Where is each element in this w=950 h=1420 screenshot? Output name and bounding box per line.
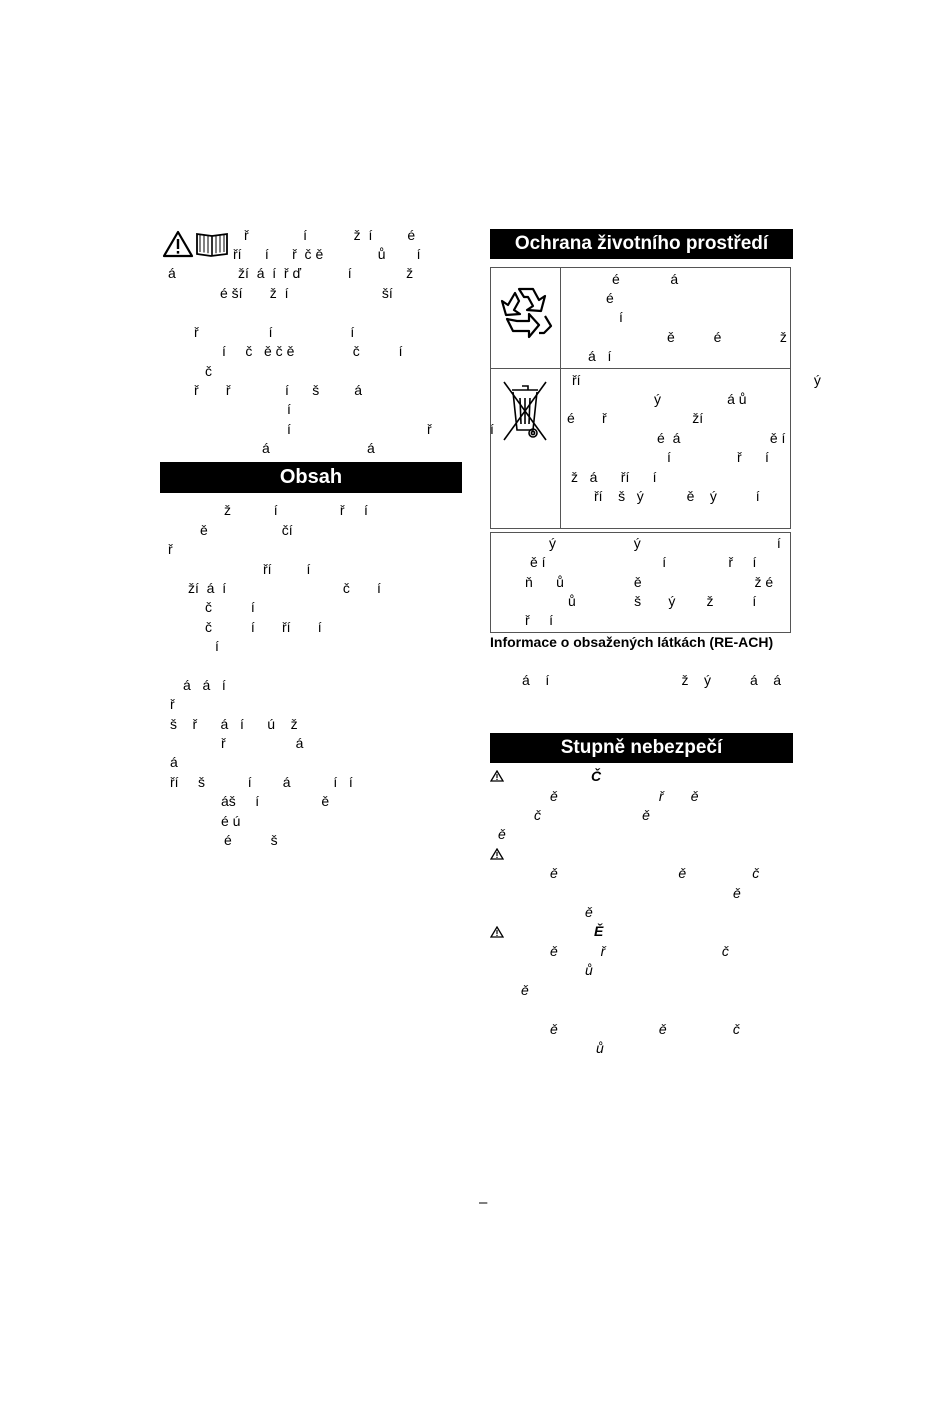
read-manual-book-icon (195, 230, 229, 258)
danger-line: Ě (594, 923, 604, 939)
toc-line: á á í (183, 677, 226, 693)
toc-line: ř (170, 696, 175, 712)
toc-line: áš í ě (221, 793, 330, 809)
danger-line: ě ř ě (550, 788, 699, 804)
intro-line: ř í í (194, 324, 355, 340)
environment-heading: Ochrana životního prostředí (490, 229, 793, 259)
danger-line: ě (498, 826, 506, 842)
box2-line: ří ý (572, 372, 821, 388)
box2-line: ž á ří í (571, 469, 657, 485)
danger-line: Č (591, 768, 602, 784)
small-warning-triangle-icon (490, 926, 504, 938)
box3-line: ň ů ě ž é (525, 574, 774, 590)
toc-line: š ř á í ú ž (170, 716, 298, 732)
reach-line: á í ž ý á á (522, 672, 782, 688)
toc-line: é š (224, 832, 278, 848)
danger-levels-heading: Stupně nebezpečí (490, 733, 793, 763)
toc-line: ř á (221, 735, 304, 751)
reach-heading: Informace o obsažených látkách (RE-ACH) (490, 634, 774, 650)
crossed-out-wheelie-bin-icon (500, 378, 550, 442)
small-warning-triangle-icon (490, 770, 504, 782)
intro-line: í ř í (287, 421, 494, 437)
box2-line: é ř ží (567, 410, 704, 426)
toc-line: ří í (263, 561, 311, 577)
toc-line: ě čí (200, 522, 293, 538)
toc-line: ř (168, 541, 173, 557)
box2-line: í ř í (667, 449, 769, 465)
box1-line: á í (588, 348, 612, 364)
box1-line: é (606, 290, 614, 306)
danger-line: č ě (534, 807, 650, 823)
toc-line: é ú (221, 813, 241, 829)
box3-line: ř í (525, 612, 553, 628)
box3-line: ů š ý ž í (568, 593, 757, 609)
danger-line: ě (733, 885, 741, 901)
box2-line: ří š ý ě ý í (594, 488, 760, 504)
danger-line: ě (585, 904, 593, 920)
intro-line: ří í ř č ě ů í (233, 246, 421, 262)
box2-line: ý á ů (654, 391, 747, 407)
intro-line: á ží á í ř ď í ž (168, 265, 414, 281)
page-footer-mark: – (479, 1194, 488, 1211)
intro-line: á á (262, 440, 375, 456)
obsah-heading: Obsah (160, 462, 462, 493)
intro-line: č (205, 363, 212, 379)
toc-line: í (215, 638, 219, 654)
box1-line: í (619, 309, 623, 325)
intro-line: ř ř í š á (194, 382, 363, 398)
danger-line: ě ě č (550, 1021, 740, 1037)
box1-line: ě é ž (667, 329, 787, 345)
danger-line: ě ř č (550, 943, 729, 959)
danger-line: ů (585, 962, 593, 978)
intro-line: í č ě č ě č í (222, 343, 403, 359)
box3-line: ě í í ř í (530, 554, 757, 570)
danger-line: ě (521, 982, 529, 998)
recycling-symbol-icon (497, 281, 555, 339)
box3-line: ý ý í (549, 535, 781, 551)
warning-triangle-icon (162, 230, 194, 258)
toc-line: č í (205, 599, 255, 615)
danger-line: ů (596, 1040, 604, 1056)
intro-line: é ší ž í ší (220, 285, 393, 301)
intro-line: ř í ž í é (244, 227, 416, 243)
toc-line: ří š í á í í (170, 774, 353, 790)
toc-line: ž í ř í (224, 502, 368, 518)
intro-line: í (287, 401, 291, 417)
danger-line: ě ě č (550, 865, 760, 881)
box1-line: é á (612, 271, 679, 287)
toc-line: ží á í č í (188, 580, 381, 596)
small-warning-triangle-icon (490, 848, 504, 860)
toc-line: č í ří í (205, 619, 322, 635)
toc-line: á (170, 754, 178, 770)
box2-line: é á ě í (657, 430, 786, 446)
